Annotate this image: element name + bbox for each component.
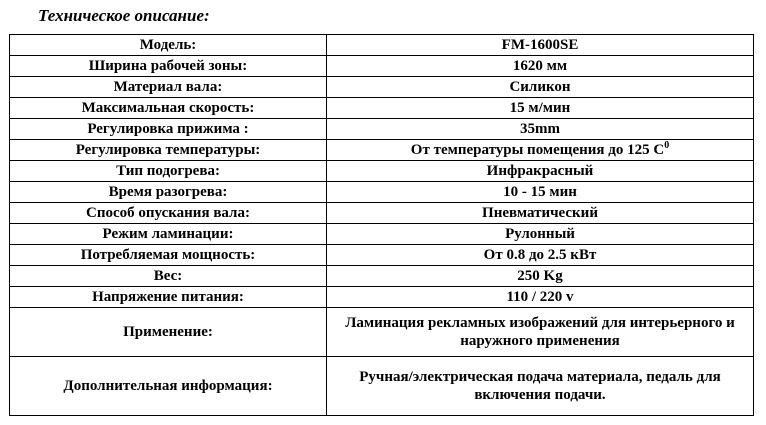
spec-value: Силикон	[327, 77, 754, 98]
spec-value: 110 / 220 v	[327, 287, 754, 308]
spec-value: FM-1600SE	[327, 35, 754, 56]
table-row	[10, 35, 754, 56]
table-row	[10, 287, 754, 308]
table-row	[10, 266, 754, 287]
spec-label: Тип подогрева:	[10, 161, 327, 182]
spec-value: От 0.8 до 2.5 кВт	[327, 245, 754, 266]
spec-label: Материал вала:	[10, 77, 327, 98]
spec-label: Модель:	[10, 35, 327, 56]
spec-value: Ручная/электрическая подача материала, педаль для включения подачи.	[327, 357, 754, 416]
spec-label: Напряжение питания:	[10, 287, 327, 308]
spec-label: Время разогрева:	[10, 182, 327, 203]
spec-label: Максимальная скорость:	[10, 98, 327, 119]
spec-value: 1620 мм	[327, 56, 754, 77]
spec-table	[9, 34, 754, 416]
spec-label: Регулировка температуры:	[10, 140, 327, 161]
spec-value: 15 м/мин	[327, 98, 754, 119]
degree-superscript: 0	[664, 140, 670, 151]
table-row	[10, 98, 754, 119]
table-row	[10, 77, 754, 98]
table-row	[10, 56, 754, 77]
spec-label: Регулировка прижима :	[10, 119, 327, 140]
spec-value: 250 Kg	[327, 266, 754, 287]
table-row	[10, 224, 754, 245]
spec-label: Способ опускания вала:	[10, 203, 327, 224]
table-row	[10, 161, 754, 182]
spec-value: Инфракрасный	[327, 161, 754, 182]
spec-label: Вес:	[10, 266, 327, 287]
table-row	[10, 357, 754, 416]
spec-value: Рулонный	[327, 224, 754, 245]
spec-value	[327, 140, 754, 161]
spec-label: Дополнительная информация:	[10, 357, 327, 416]
spec-label: Режим ламинации:	[10, 224, 327, 245]
spec-label: Применение:	[10, 308, 327, 357]
table-row	[10, 203, 754, 224]
spec-value: Пневматический	[327, 203, 754, 224]
spec-label: Потребляемая мощность:	[10, 245, 327, 266]
table-row	[10, 182, 754, 203]
spec-heading: Техническое описание:	[38, 6, 210, 25]
spec-value: 35mm	[327, 119, 754, 140]
table-row	[10, 140, 754, 161]
table-row	[10, 245, 754, 266]
spec-value: Ламинация рекламных изображений для интерьерного и наружного применения	[327, 308, 754, 357]
spec-value: 10 - 15 мин	[327, 182, 754, 203]
spec-label: Ширина рабочей зоны:	[10, 56, 327, 77]
spec-value-text: От температуры помещения до 125 С	[410, 142, 665, 158]
table-row	[10, 119, 754, 140]
table-row	[10, 308, 754, 357]
